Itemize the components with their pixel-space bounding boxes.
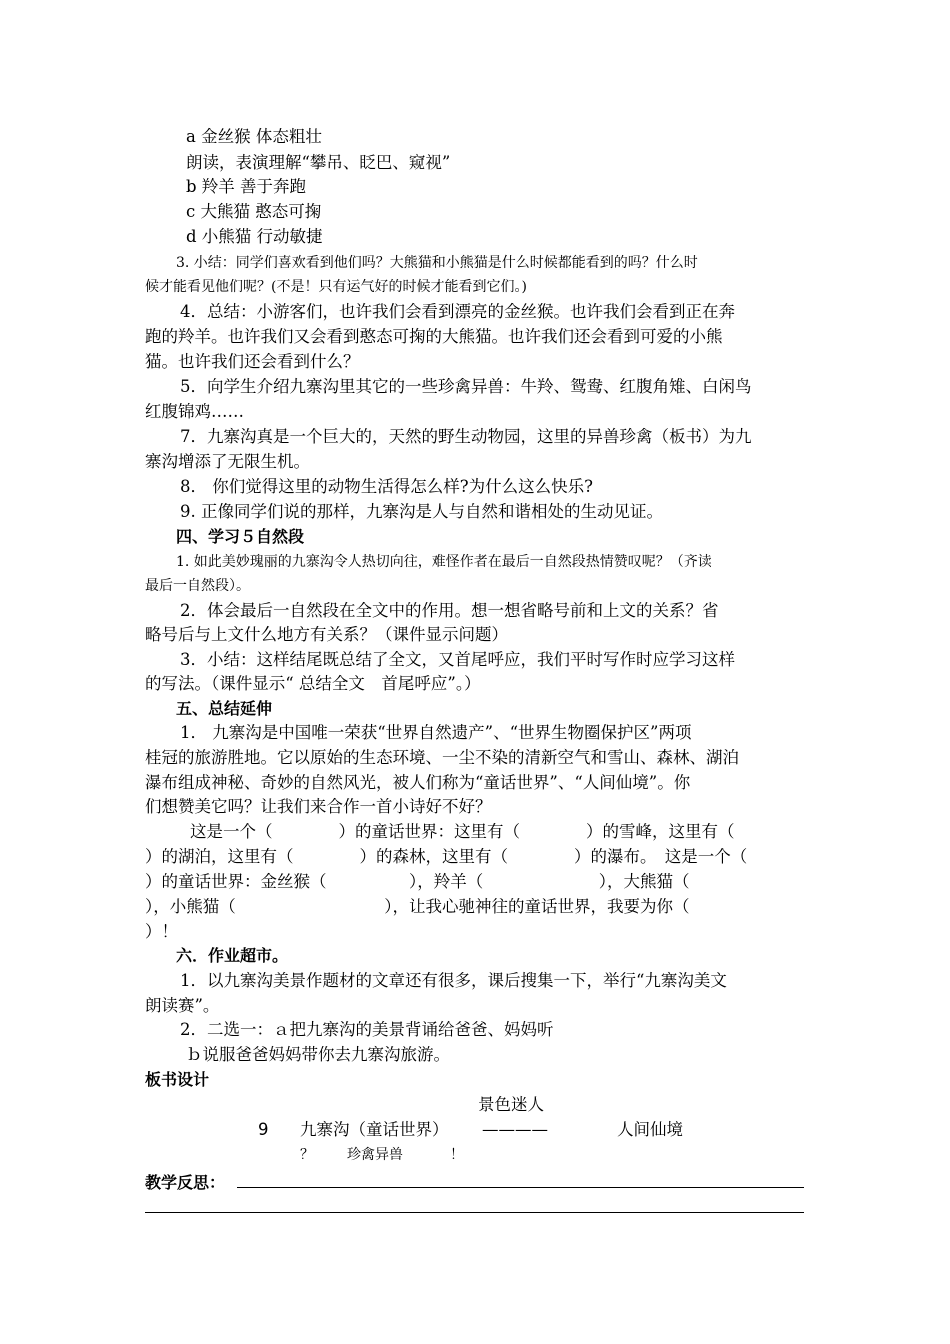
text-line: 的写法。（课件显示“ 总结全文 首尾呼应”。） xyxy=(145,674,481,693)
board-top: 景色迷人 xyxy=(478,1095,544,1114)
reflection-line xyxy=(145,1212,804,1213)
text-line: 3. 小结：同学们喜欢看到他们吗？大熊猫和小熊猫是什么时候都能看到的吗？什么时 xyxy=(176,255,698,271)
section-heading: 板书设计 xyxy=(145,1070,210,1089)
section-heading: 六．作业超市。 xyxy=(176,946,289,965)
reflection-label: 教学反思： xyxy=(145,1173,226,1192)
section-heading: 四、学习５自然段 xyxy=(176,527,305,546)
text-line: 5．向学生介绍九寨沟里其它的一些珍禽异兽：牛羚、鸳鸯、红腹角雉、白闲鸟 xyxy=(180,377,752,396)
text-line: ｂ说服爸爸妈妈带你去九寨沟旅游。 xyxy=(186,1045,450,1064)
board-excl: ！ xyxy=(450,1147,464,1163)
text-line: ）的湖泊，这里有（ ）的森林，这里有（ ）的瀑布。 这是一个（ xyxy=(145,847,748,866)
text-line: d 小熊猫 行动敏捷 xyxy=(186,227,323,246)
text-line: 瀑布组成神秘、奇妙的自然风光，被人们称为“童话世界”、“人间仙境”。你 xyxy=(145,773,691,792)
text-line: 2．二选一：ａ把九寨沟的美景背诵给爸爸、妈妈听 xyxy=(180,1020,554,1039)
text-line: 猫。也许我们还会看到什么？ xyxy=(145,352,360,371)
text-line: 桂冠的旅游胜地。它以原始的生态环境、一尘不染的清新空气和雪山、森林、湖泊 xyxy=(145,748,739,767)
text-line: 这是一个（ ）的童话世界：这里有（ ）的雪峰，这里有（ xyxy=(190,822,735,841)
board-title: 九寨沟（童话世界） xyxy=(300,1120,449,1139)
text-line: 2．体会最后一自然段在全文中的作用。想一想省略号前和上文的关系？省 xyxy=(180,601,719,620)
text-line: 1．以九寨沟美景作题材的文章还有很多，课后搜集一下，举行“九寨沟美文 xyxy=(180,971,727,990)
text-line: 红腹锦鸡…… xyxy=(145,402,244,421)
text-line: 略号后与上文什么地方有关系？（课件显示问题） xyxy=(145,625,508,644)
text-line: 最后一自然段）。 xyxy=(145,578,250,594)
text-line: c 大熊猫 憨态可掬 xyxy=(186,202,322,221)
text-line: b 羚羊 善于奔跑 xyxy=(186,177,307,196)
board-q: ？ xyxy=(300,1147,314,1163)
text-line: 跑的羚羊。也许我们又会看到憨态可掬的大熊猫。也许我们还会看到可爱的小熊 xyxy=(145,327,723,346)
text-line: 候才能看见他们呢？(不是！只有运气好的时候才能看到它们。) xyxy=(145,279,527,295)
board-dash: ———— xyxy=(482,1120,548,1139)
text-line: ），小熊猫（ ），让我心驰神往的童话世界，我要为你（ xyxy=(145,897,690,916)
board-mid: 珍禽异兽 xyxy=(347,1147,403,1163)
text-line: 1． 九寨沟是中国唯一荣获“世界自然遗产”、“世界生物圈保护区”两项 xyxy=(180,723,692,742)
board-right: 人间仙境 xyxy=(617,1120,683,1139)
text-line: 8． 你们觉得这里的动物生活得怎么样?为什么这么快乐? xyxy=(180,477,593,496)
text-line: 7．九寨沟真是一个巨大的，天然的野生动物园，这里的异兽珍禽（板书）为九 xyxy=(180,427,752,446)
text-line: 寨沟增添了无限生机。 xyxy=(145,452,310,471)
text-line: 3．小结：这样结尾既总结了全文，又首尾呼应，我们平时写作时应学习这样 xyxy=(180,650,735,669)
section-heading: 五、总结延伸 xyxy=(176,699,273,718)
text-line: ）的童话世界：金丝猴（ ），羚羊（ ），大熊猫（ xyxy=(145,872,690,891)
board-number: 9 xyxy=(258,1120,269,1139)
text-line: 朗读，表演理解“攀吊、眨巴、窥视” xyxy=(186,153,451,172)
reflection-line xyxy=(237,1187,804,1188)
text-line: 4．总结：小游客们，也许我们会看到漂亮的金丝猴。也许我们会看到正在奔 xyxy=(180,302,735,321)
text-line: ）！ xyxy=(145,922,178,941)
text-line: 1. 如此美妙瑰丽的九寨沟令人热切向往，难怪作者在最后一自然段热情赞叹呢？（齐读 xyxy=(176,554,712,570)
text-line: 们想赞美它吗？让我们来合作一首小诗好不好？ xyxy=(145,797,492,816)
text-line: a 金丝猴 体态粗壮 xyxy=(186,127,322,146)
text-line: 9. 正像同学们说的那样，九寨沟是人与自然和谐相处的生动见证。 xyxy=(180,502,663,521)
text-line: 朗读赛”。 xyxy=(145,996,220,1015)
